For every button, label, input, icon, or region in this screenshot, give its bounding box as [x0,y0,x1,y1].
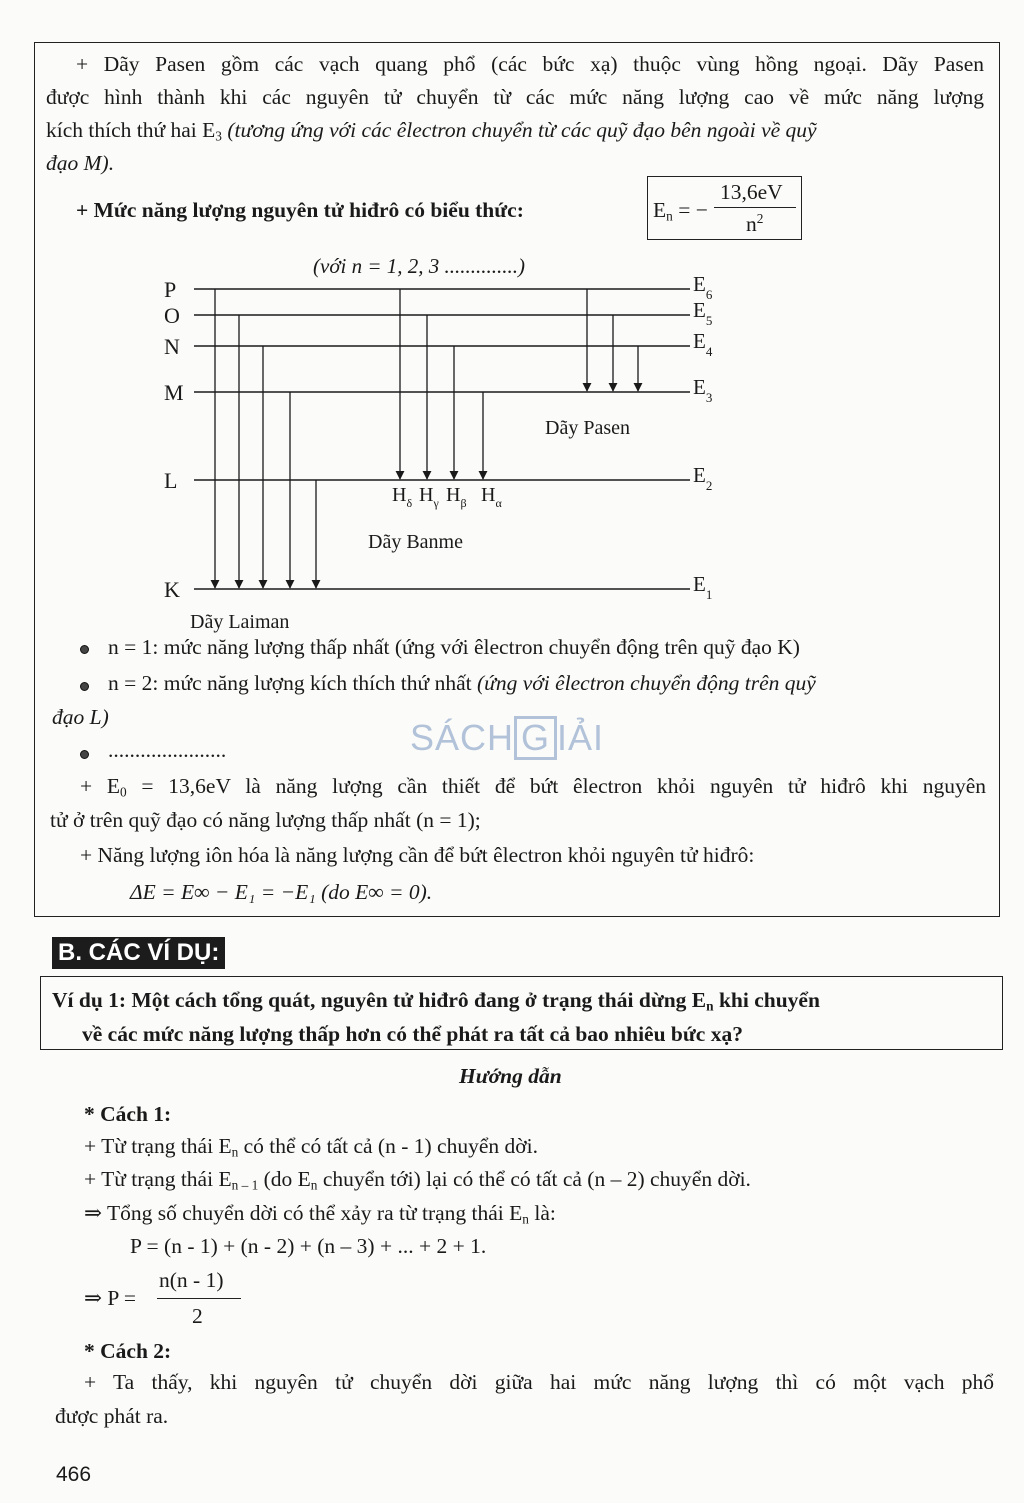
pasen-line-2: được hình thành khi các nguyên tử chuyển từ các mức năng lượng cao về mức năng lượng [46,85,984,109]
result-fraction-bar [157,1298,241,1299]
formula-lhs: $E_n$ = − [653,198,708,224]
way-2-line-2: được phát ra. [55,1404,169,1428]
shell-label: P [164,277,177,302]
result-denominator: 2 [192,1304,203,1328]
ionization-formula: ΔE = E∞ − E₁ = −E₁ (do E∞ = 0). [130,880,433,904]
pasen-line-1: + Dãy Pasen gồm các vạch quang phổ (các bức xạ) thuộc vùng hồng ngoại. Dãy Pasen [76,52,984,76]
shell-label: O [164,303,180,328]
energy-level-label: $E_2$ [693,463,713,493]
bullet-dot [80,682,89,691]
laiman-series-label: Dãy Laiman [190,611,290,633]
pasen-line-4: đạo M). [46,151,115,175]
balmer-line-label: $H_\alpha$ [481,484,502,510]
energy-level-label: $E_4$ [693,329,713,359]
step-2: + Từ trạng thái $E_{n - 1}$ (do $E_n$ chuyển tới) lại có thể có tất cả (n – 2) chuyển dời. [84,1167,751,1193]
shell-label: N [164,334,180,359]
pasen-series-label: Dãy Pasen [545,417,630,439]
diagram-condition: (với n = 1, 2, 3 ..............) [313,254,526,278]
energy-level-label: $E_6$ [693,272,713,302]
energy-level-diagram [0,0,1024,640]
ionization-line: + Năng lượng iôn hóa là năng lượng cần để bứt êlectron khỏi nguyên tử hiđrô: [80,843,755,867]
e0-line-1: + $E_0 = 13,6eV$ là năng lượng cần thiết để bứt êlectron khỏi nguyên tử hiđrô khi nguyên [80,774,986,800]
way-2-heading: * Cách 2: [84,1339,172,1363]
guide-title: Hướng dẫn [459,1064,562,1088]
energy-level-label: $E_5$ [693,298,713,328]
shell-label: K [164,577,180,602]
energy-level-label: $E_3$ [693,375,713,405]
bullet-dot [80,750,89,759]
balmer-line-label: $H_\delta$ [392,484,413,510]
example-1-line-1: Ví dụ 1: Một cách tổng quát, nguyên tử hiđrô đang ở trạng thái dừng $E_n$ khi chuyển [52,988,820,1014]
balmer-line-label: $H_\gamma$ [419,484,439,510]
bullet-n2-cont: đạo L) [52,705,109,729]
formula-denominator: $n^2$ [746,211,764,237]
banme-series-label: Dãy Banme [368,531,463,553]
way-1-heading: * Cách 1: [84,1102,172,1126]
step-3: ⇒ Tổng số chuyển dời có thể xảy ra từ trạng thái $E_n$ là: [84,1201,556,1227]
result-lhs: ⇒ P = [84,1286,137,1310]
section-title: B. CÁC VÍ DỤ: [52,937,225,969]
energy-formula-label: + Mức năng lượng nguyên tử hiđrô có biểu thức: [76,198,524,222]
pasen-line-3: kích thích thứ hai $E_3$ (tương ứng với các êlectron chuyển từ các quỹ đạo bên ngoài về quỹ [46,118,817,144]
page-number: 466 [56,1463,92,1486]
example-1-line-2: về các mức năng lượng thấp hơn có thể phát ra tất cả bao nhiêu bức xạ? [82,1022,743,1046]
result-numerator: n(n - 1) [159,1268,224,1292]
bullet-n1: n = 1: mức năng lượng thấp nhất (ứng với êlectron chuyển động trên quỹ đạo K) [108,635,800,659]
bullet-ellipsis: ...................... [108,738,227,762]
step-1: + Từ trạng thái $E_n$ có thể có tất cả (n - 1) chuyển dời. [84,1134,538,1160]
bullet-dot [80,645,89,654]
balmer-line-label: $H_\beta$ [446,484,467,510]
bullet-n2: n = 2: mức năng lượng kích thích thứ nhất (ứng với êlectron chuyển động trên quỹ [108,671,816,695]
watermark-logo: SÁCH G IẢI [410,717,605,758]
sum-formula: P = (n - 1) + (n - 2) + (n – 3) + ... + 2 + 1. [130,1234,487,1258]
formula-numerator: 13,6eV [720,180,783,204]
shell-label: L [164,468,178,493]
shell-label: M [164,380,184,405]
way-2-line-1: + Ta thấy, khi nguyên tử chuyển dời giữa hai mức năng lượng thì có một vạch phổ [84,1370,994,1394]
energy-level-label: $E_1$ [693,572,713,602]
e0-line-2: tử ở trên quỹ đạo có năng lượng thấp nhất (n = 1); [50,808,481,832]
